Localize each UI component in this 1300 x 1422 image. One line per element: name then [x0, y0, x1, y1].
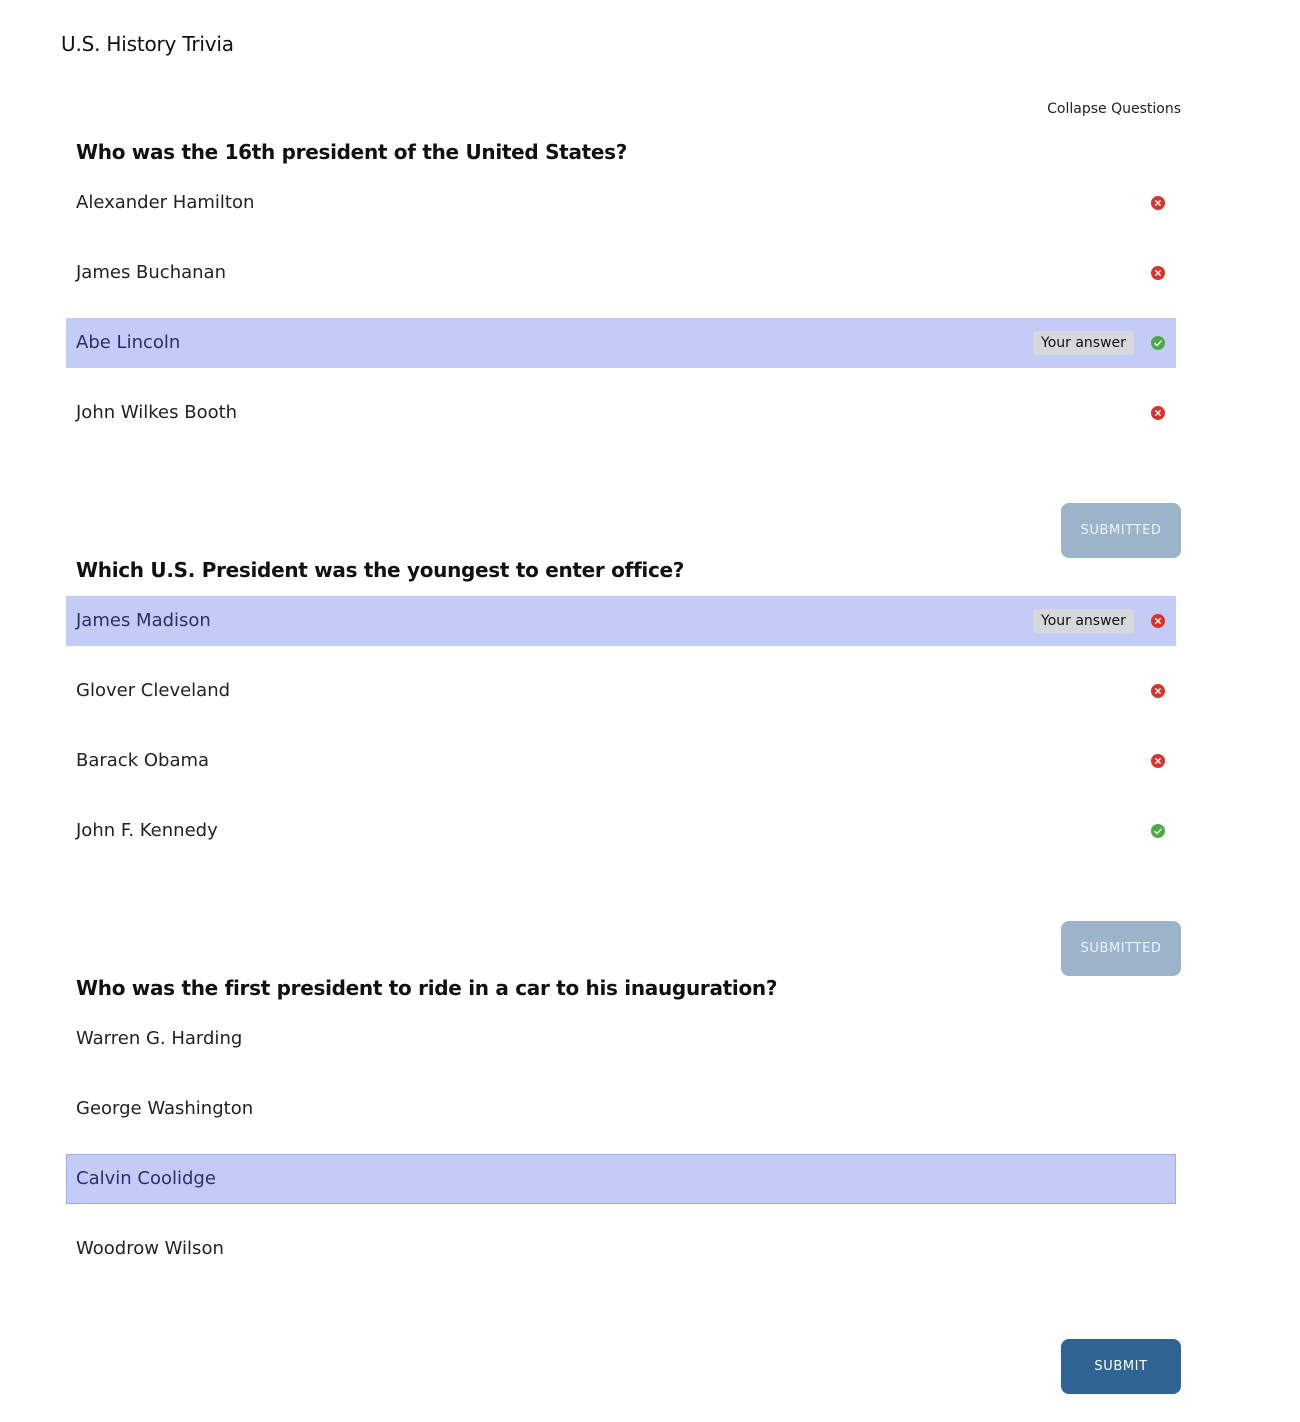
answer-option[interactable] — [66, 388, 1176, 438]
question-title: Who was the 16th president of the United States? — [76, 140, 628, 164]
answer-label: George Washington — [76, 1098, 254, 1119]
answer-label: John F. Kennedy — [76, 820, 218, 841]
your-answer-badge: Your answer — [1033, 609, 1134, 633]
answer-option[interactable] — [66, 248, 1176, 298]
answer-label: Warren G. Harding — [76, 1028, 243, 1049]
answer-label: James Madison — [76, 610, 211, 631]
answer-label: Calvin Coolidge — [76, 1168, 216, 1189]
incorrect-icon — [1151, 196, 1165, 210]
incorrect-icon — [1151, 266, 1165, 280]
answer-option[interactable] — [66, 736, 1176, 786]
incorrect-icon — [1151, 754, 1165, 768]
incorrect-icon — [1151, 614, 1165, 628]
question-title: Who was the first president to ride in a car to his inauguration? — [76, 976, 778, 1000]
answer-label: Woodrow Wilson — [76, 1238, 224, 1259]
answer-option[interactable] — [66, 1224, 1176, 1274]
submitted-button[interactable]: SUBMITTED — [1061, 503, 1181, 558]
correct-check-icon — [1151, 824, 1165, 838]
answer-option[interactable] — [66, 666, 1176, 716]
answer-label: Abe Lincoln — [76, 332, 181, 353]
answer-label: John Wilkes Booth — [76, 402, 238, 423]
question-title: Which U.S. President was the youngest to enter office? — [76, 558, 685, 582]
collapse-questions-link[interactable]: Collapse Questions — [1047, 101, 1181, 117]
correct-check-icon — [1151, 336, 1165, 350]
answer-option[interactable] — [66, 806, 1176, 856]
page-title: U.S. History Trivia — [61, 32, 234, 56]
your-answer-badge: Your answer — [1033, 331, 1134, 355]
answer-option[interactable] — [66, 178, 1176, 228]
answer-label: Alexander Hamilton — [76, 192, 255, 213]
answer-option-selected[interactable] — [66, 596, 1176, 646]
answer-option[interactable] — [66, 1084, 1176, 1134]
answer-label: Glover Cleveland — [76, 680, 231, 701]
submitted-button[interactable]: SUBMITTED — [1061, 921, 1181, 976]
answer-option-selected[interactable] — [66, 1154, 1176, 1204]
answer-option-selected[interactable] — [66, 318, 1176, 368]
submit-button[interactable]: SUBMIT — [1061, 1339, 1181, 1394]
answer-label: James Buchanan — [76, 262, 226, 283]
incorrect-icon — [1151, 684, 1165, 698]
answer-option[interactable] — [66, 1014, 1176, 1064]
incorrect-icon — [1151, 406, 1165, 420]
answer-label: Barack Obama — [76, 750, 210, 771]
